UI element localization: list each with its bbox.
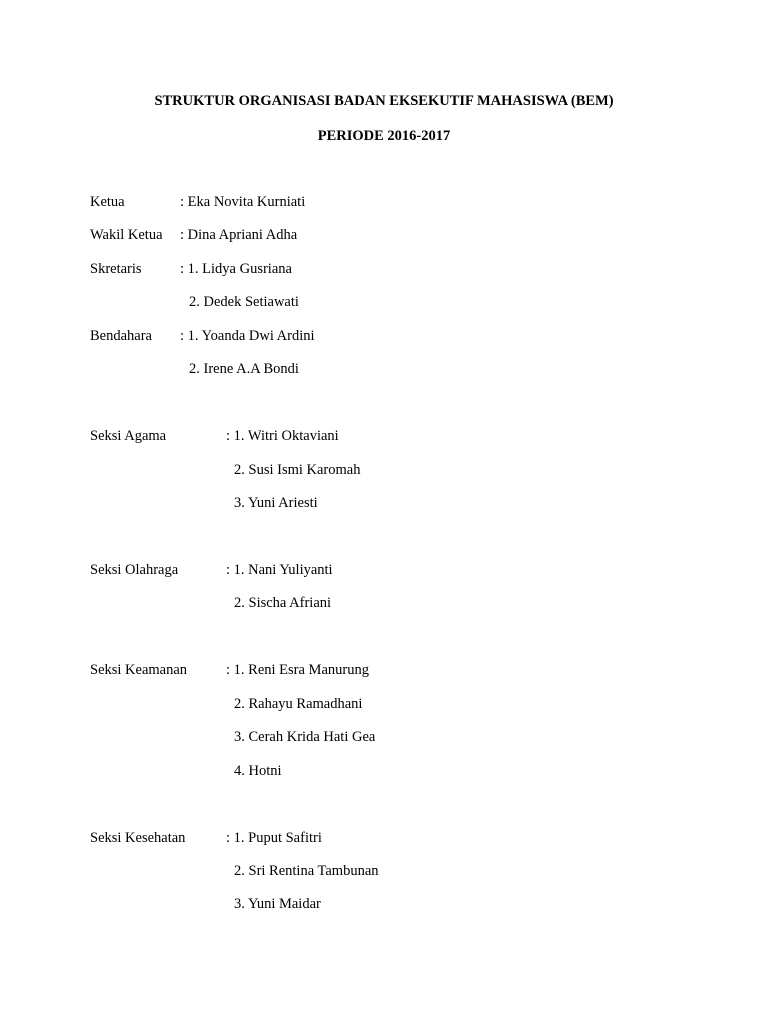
member-seksi-agama-3: 3. Yuni Ariesti	[234, 495, 318, 511]
member-seksi-keamanan-1: : 1. Reni Esra Manurung	[226, 662, 369, 678]
role-ketua: Ketua	[90, 194, 125, 210]
member-seksi-agama-1: : 1. Witri Oktaviani	[226, 428, 339, 444]
member-seksi-kesehatan-2: 2. Sri Rentina Tambunan	[234, 863, 379, 879]
role-wakil-ketua: Wakil Ketua	[90, 227, 163, 243]
member-seksi-kesehatan-3: 3. Yuni Maidar	[234, 896, 321, 912]
role-seksi-agama: Seksi Agama	[90, 428, 167, 444]
role-seksi-keamanan: Seksi Keamanan	[90, 662, 188, 678]
role-seksi-olahraga: Seksi Olahraga	[90, 562, 179, 578]
member-seksi-keamanan-3: 3. Cerah Krida Hati Gea	[234, 729, 376, 745]
member-seksi-kesehatan-1: : 1. Puput Safitri	[226, 830, 322, 846]
document-title: STRUKTUR ORGANISASI BADAN EKSEKUTIF MAHASISWA (BEM)	[154, 93, 614, 109]
member-seksi-olahraga-1: : 1. Nani Yuliyanti	[226, 562, 333, 578]
role-seksi-kesehatan: Seksi Kesehatan	[90, 830, 186, 846]
member-skretaris-2: 2. Dedek Setiawati	[189, 294, 299, 310]
role-bendahara: Bendahara	[90, 328, 152, 344]
member-ketua-1: : Eka Novita Kurniati	[180, 194, 306, 210]
member-seksi-olahraga-2: 2. Sischa Afriani	[234, 595, 332, 611]
member-seksi-keamanan-4: 4. Hotni	[234, 763, 282, 779]
member-skretaris-1: : 1. Lidya Gusriana	[180, 261, 292, 277]
member-seksi-agama-2: 2. Susi Ismi Karomah	[234, 462, 361, 478]
role-skretaris: Skretaris	[90, 261, 142, 277]
member-wakil-ketua-1: : Dina Apriani Adha	[180, 227, 298, 243]
member-bendahara-2: 2. Irene A.A Bondi	[189, 361, 299, 377]
document-subtitle: PERIODE 2016-2017	[317, 128, 451, 144]
member-bendahara-1: : 1. Yoanda Dwi Ardini	[180, 328, 315, 344]
member-seksi-keamanan-2: 2. Rahayu Ramadhani	[234, 696, 363, 712]
